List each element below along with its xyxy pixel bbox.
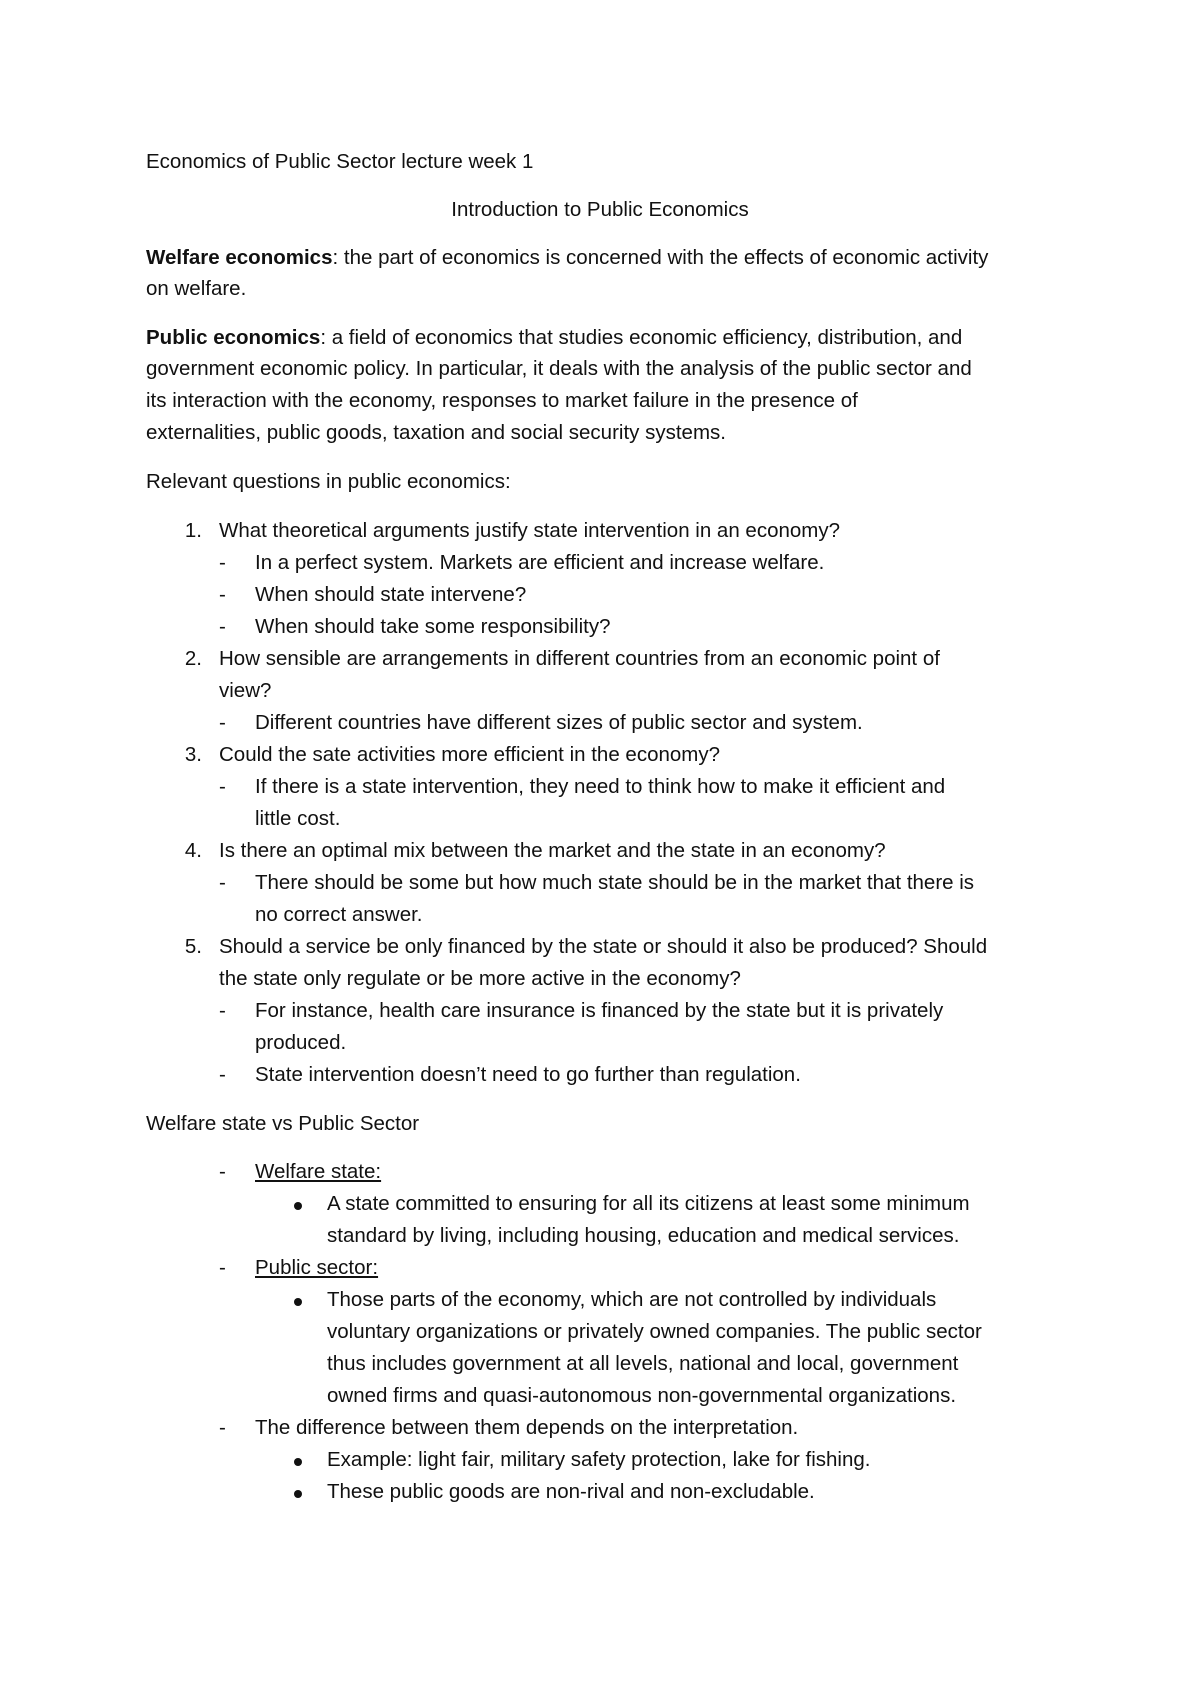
- public-economics-text-line4: externalities, public goods, taxation and social security systems.: [146, 421, 726, 444]
- bullet-icon: [294, 1285, 302, 1315]
- question-sub-item-cont: no correct answer.: [255, 903, 423, 926]
- welfare-economics-text: : the part of economics is concerned with the effects of economic activity: [332, 246, 989, 269]
- dash-marker: -: [219, 1416, 226, 1439]
- question-sub-item: For instance, health care insurance is financed by the state but it is privately: [255, 999, 944, 1022]
- bullet-text: These public goods are non-rival and non-excludable.: [327, 1480, 815, 1503]
- question-number: 5.: [184, 935, 202, 958]
- dash-marker: -: [219, 583, 226, 606]
- question-sub-item-cont: produced.: [255, 1031, 347, 1054]
- questions-heading: Relevant questions in public economics:: [146, 470, 511, 493]
- public-economics-text-line3: its interaction with the economy, responses to market failure in the presence of: [146, 389, 858, 412]
- bullet-text: Those parts of the economy, which are not controlled by individuals: [327, 1288, 937, 1311]
- question-text: How sensible are arrangements in different countries from an economic point of: [219, 647, 940, 670]
- question-sub-item: Different countries have different sizes of public sector and system.: [255, 711, 863, 734]
- dash-marker: -: [219, 999, 226, 1022]
- welfare-economics-text-cont: on welfare.: [146, 277, 247, 300]
- question-text-cont: the state only regulate or be more active in the economy?: [219, 967, 741, 990]
- public-economics-text-line2: government economic policy. In particular, it deals with the analysis of the public sector and: [146, 357, 972, 380]
- public-economics-definition: [146, 323, 962, 353]
- question-sub-item: In a perfect system. Markets are efficient and increase welfare.: [255, 551, 825, 574]
- public-economics-text: : a field of economics that studies economic efficiency, distribution, and: [320, 326, 963, 349]
- bullet-text: Example: light fair, military safety protection, lake for fishing.: [327, 1448, 871, 1471]
- welfare-state-label: Welfare state:: [255, 1160, 382, 1183]
- bullet-text-cont: thus includes government at all levels, national and local, government: [327, 1352, 959, 1375]
- dash-marker: -: [219, 1160, 226, 1183]
- question-number: 4.: [184, 839, 202, 862]
- question-text-cont: view?: [219, 679, 272, 702]
- document-title: Economics of Public Sector lecture week 1: [146, 150, 534, 173]
- question-sub-item: When should take some responsibility?: [255, 615, 611, 638]
- dash-marker: -: [219, 871, 226, 894]
- question-number: 2.: [184, 647, 202, 670]
- bullet-text: A state committed to ensuring for all its citizens at least some minimum: [327, 1192, 970, 1215]
- question-number: 1.: [184, 519, 202, 542]
- public-sector-label: Public sector:: [255, 1256, 379, 1279]
- question-text: Is there an optimal mix between the market and the state in an economy?: [219, 839, 886, 862]
- dash-marker: -: [219, 1256, 226, 1279]
- welfare-economics-term: Welfare economics: [146, 246, 333, 269]
- document-subtitle: Introduction to Public Economics: [451, 198, 749, 221]
- bullet-text-cont: voluntary organizations or privately owned companies. The public sector: [327, 1320, 982, 1343]
- dash-marker: -: [219, 551, 226, 574]
- dash-marker: -: [219, 775, 226, 798]
- question-text: Could the sate activities more efficient in the economy?: [219, 743, 720, 766]
- bullet-icon: [294, 1445, 302, 1475]
- question-text: Should a service be only financed by the state or should it also be produced? Should: [219, 935, 988, 958]
- dash-marker: -: [219, 615, 226, 638]
- bullet-icon: [294, 1477, 302, 1507]
- question-sub-item-cont: little cost.: [255, 807, 341, 830]
- public-economics-term: Public economics: [146, 326, 321, 349]
- question-sub-item: State intervention doesn’t need to go further than regulation.: [255, 1063, 801, 1086]
- bullet-text-cont: owned firms and quasi-autonomous non-governmental organizations.: [327, 1384, 957, 1407]
- difference-label: The difference between them depends on the interpretation.: [255, 1416, 799, 1439]
- section-heading: Welfare state vs Public Sector: [146, 1112, 420, 1135]
- bullet-icon: [294, 1189, 302, 1219]
- question-text: What theoretical arguments justify state intervention in an economy?: [219, 519, 841, 542]
- bullet-text-cont: standard by living, including housing, education and medical services.: [327, 1224, 960, 1247]
- question-number: 3.: [184, 743, 202, 766]
- dash-marker: -: [219, 711, 226, 734]
- welfare-economics-definition: [146, 243, 988, 273]
- question-sub-item: There should be some but how much state should be in the market that there is: [255, 871, 975, 894]
- question-sub-item: When should state intervene?: [255, 583, 527, 606]
- question-sub-item: If there is a state intervention, they need to think how to make it efficient and: [255, 775, 946, 798]
- dash-marker: -: [219, 1063, 226, 1086]
